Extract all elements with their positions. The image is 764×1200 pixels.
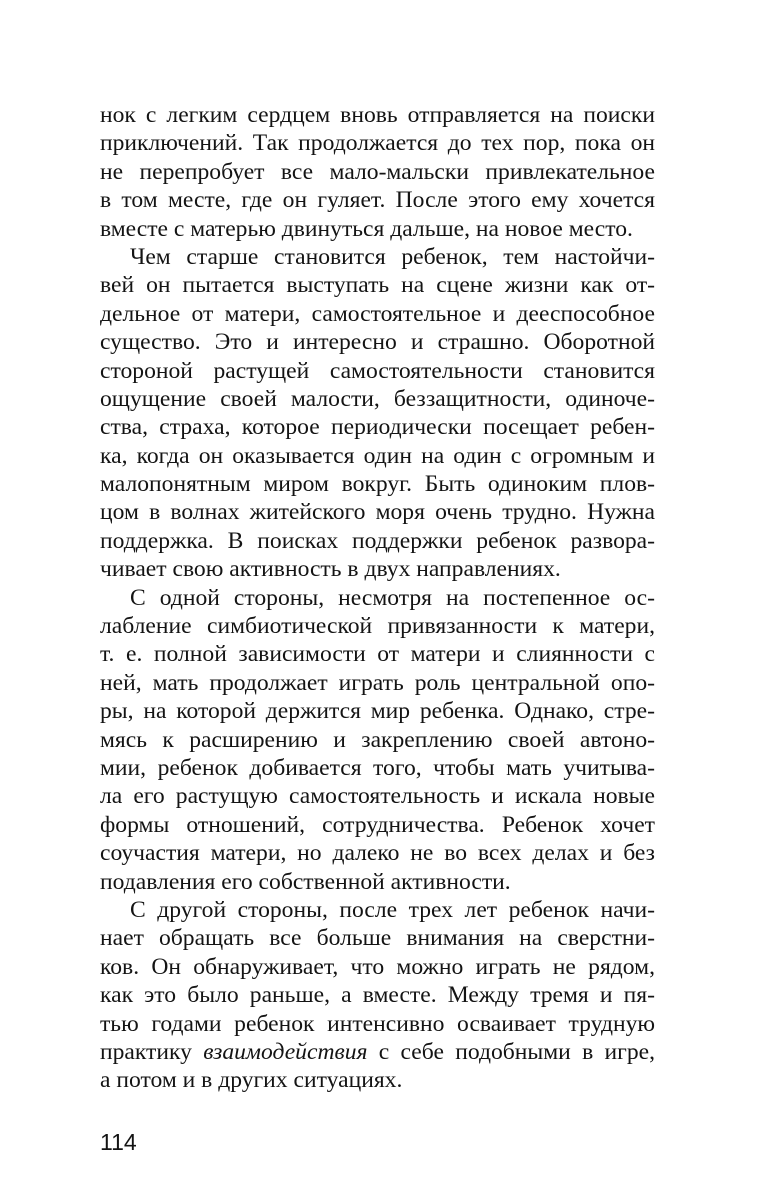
text-line: поддержка. В поисках поддержки ребенок развора- [100,527,655,554]
text-line: тью годами ребенок интенсивно осваивает трудную [100,1010,655,1037]
text-line: соучастия матери, но далеко не во всех делах и без [100,840,655,867]
text-line: не перепробует все мало-мальски привлекательное [100,158,655,185]
page-number: 114 [100,1129,137,1155]
text-line: т. е. полной зависимости от матери и слиянности с [100,641,655,668]
text-line: ства, страха, которое периодически посещает ребен- [100,414,655,441]
text-line: малопонятным миром вокруг. Быть одиноким плов- [100,471,655,498]
text-line: стороной растущей самостоятельности становится [100,357,655,384]
text-line: лабление симбиотической привязанности к матери, [100,613,655,640]
text-fragment: практику [100,1038,204,1065]
text-line: ры, на которой держится мир ребенка. Однако, стре- [100,698,655,725]
text-line: Чем старше становится ребенок, тем настойчи- [130,243,655,270]
text-line: нает обращать все больше внимания на сверстни- [100,925,655,952]
text-line-with-emphasis [100,1038,655,1066]
text-line: вей он пытается выступать на сцене жизни как от- [100,272,655,299]
paragraph-1 [100,101,655,243]
text-line: С одной стороны, несмотря на постепенное ос- [130,584,655,611]
text-line: мясь к расширению и закреплению своей автоно- [100,726,655,753]
text-line: подавления его собственной активности. [100,868,511,895]
text-line: как это было раньше, а вместе. Между тремя и пя- [100,982,655,1009]
text-line: в том месте, где он гуляет. После этого ему хочется [100,187,655,214]
text-line: нок с легким сердцем вновь отправляется на поиски [100,102,655,128]
text-line: дельное от матери, самостоятельное и дееспособное [100,300,655,327]
text-line: мии, ребенок добивается того, чтобы мать учитыва- [100,754,655,781]
paragraph-4 [100,896,655,1095]
text-line: ощущение своей малости, беззащитности, одиноче- [100,385,655,412]
text-line: существо. Это и интересно и страшно. Оборотной [100,329,655,356]
text-line: а потом и в других ситуациях. [100,1067,403,1094]
text-line: приключений. Так продолжается до тех пор, пока он [100,130,655,157]
text-line: чивает свою активность в двух направлениях. [100,556,561,583]
text-line: ка, когда он оказывается один на один с огромным и [100,442,655,469]
text-line: ней, мать продолжает играть роль центральной опо- [100,669,655,696]
text-line: цом в волнах житейского моря очень трудно. Нужна [100,499,655,526]
text-line: формы отношений, сотрудничества. Ребенок хочет [100,811,655,838]
text-line: С другой стороны, после трех лет ребенок начи- [130,896,655,923]
paragraph-3 [100,584,655,896]
text-line: вместе с матерью двинуться дальше, на новое место. [100,215,633,242]
paragraph-2 [100,243,655,584]
text-line: ков. Он обнаруживает, что можно играть не рядом, [100,953,655,980]
emphasized-term: взаимодействия [203,1038,368,1065]
body-text [100,101,655,1095]
text-line: ла его растущую самостоятельность и искала новые [100,783,655,810]
text-fragment: с себе подобными в игре, [367,1038,655,1065]
